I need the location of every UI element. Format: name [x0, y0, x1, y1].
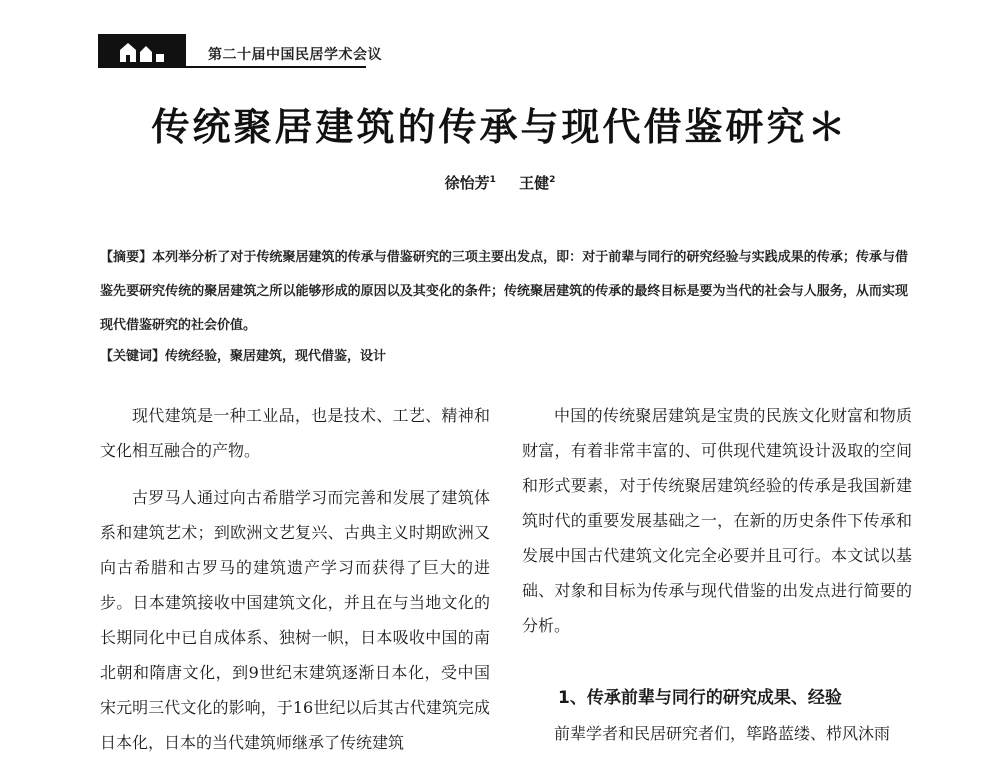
body-column-right — [522, 398, 912, 763]
header-rule — [186, 66, 366, 68]
keywords-text: 传统经验，聚居建筑，现代借鉴，设计 — [165, 349, 387, 364]
conference-name: 第二十届中国民居学术会议 — [208, 47, 382, 63]
body-paragraph: 中国的传统聚居建筑是宝贵的民族文化财富和物质财富，有着非常丰富的、可供现代建筑设计汲取的空间和形式要素，对于传统聚居建筑经验的传承是我国新建筑时代的重要发展基础之一，在新的历史条件下传承和发展中国古代建筑文化完全必要并且可行。本文试以基础、对象和目标为传承与现代借鉴的出发点进行简要的分析。 — [522, 406, 912, 635]
authors — [0, 172, 1000, 193]
paper-title: 传统聚居建筑的传承与现代借鉴研究＊ — [151, 105, 849, 149]
author: 徐怡芳$^1$ — [444, 174, 496, 192]
body-paragraph: 前辈学者和民居研究者们，筚路蓝缕、栉风沐雨 — [554, 724, 891, 743]
house-logo-icon — [98, 34, 186, 68]
body-column-left — [100, 398, 490, 772]
body-paragraph: 现代建筑是一种工业品，也是技术、工艺、精神和文化相互融合的产物。 — [100, 406, 490, 460]
abstract-label: 【摘要】 — [100, 250, 153, 265]
keywords-label: 【关键词】 — [100, 349, 166, 364]
keywords — [100, 346, 908, 368]
section-heading: 1、传承前辈与同行的研究成果、经验 — [558, 688, 842, 708]
body-paragraph: 古罗马人通过向古希腊学习而完善和发展了建筑体系和建筑艺术；到欧洲文艺复兴、古典主义时期欧洲又向古希腊和古罗马的建筑遗产学习而获得了巨大的进步。日本建筑接收中国建筑文化，并且在与当地文化的长期同化中已自成体系、独树一帜，日本吸收中国的南北朝和隋唐文化，到9世纪末建筑逐渐日本化，受中国宋元明三代文化的影响，于16世纪以后其古代建筑完成日本化，日本的当代建筑师继承了传统建筑 — [100, 488, 490, 752]
abstract-text: 本列举分析了对于传统聚居建筑的传承与借鉴研究的三项主要出发点，即：对于前辈与同行的研究经验与实践成果的传承；传承与借鉴先要研究传统的聚居建筑之所以能够形成的原因以及其变化的条件；传统聚居建筑的传承的最终目标是要为当代的社会与人服务，从而实现现代借鉴研究的社会价值。 — [100, 250, 908, 333]
author: 王健$^2$ — [519, 174, 556, 192]
abstract — [100, 241, 908, 343]
